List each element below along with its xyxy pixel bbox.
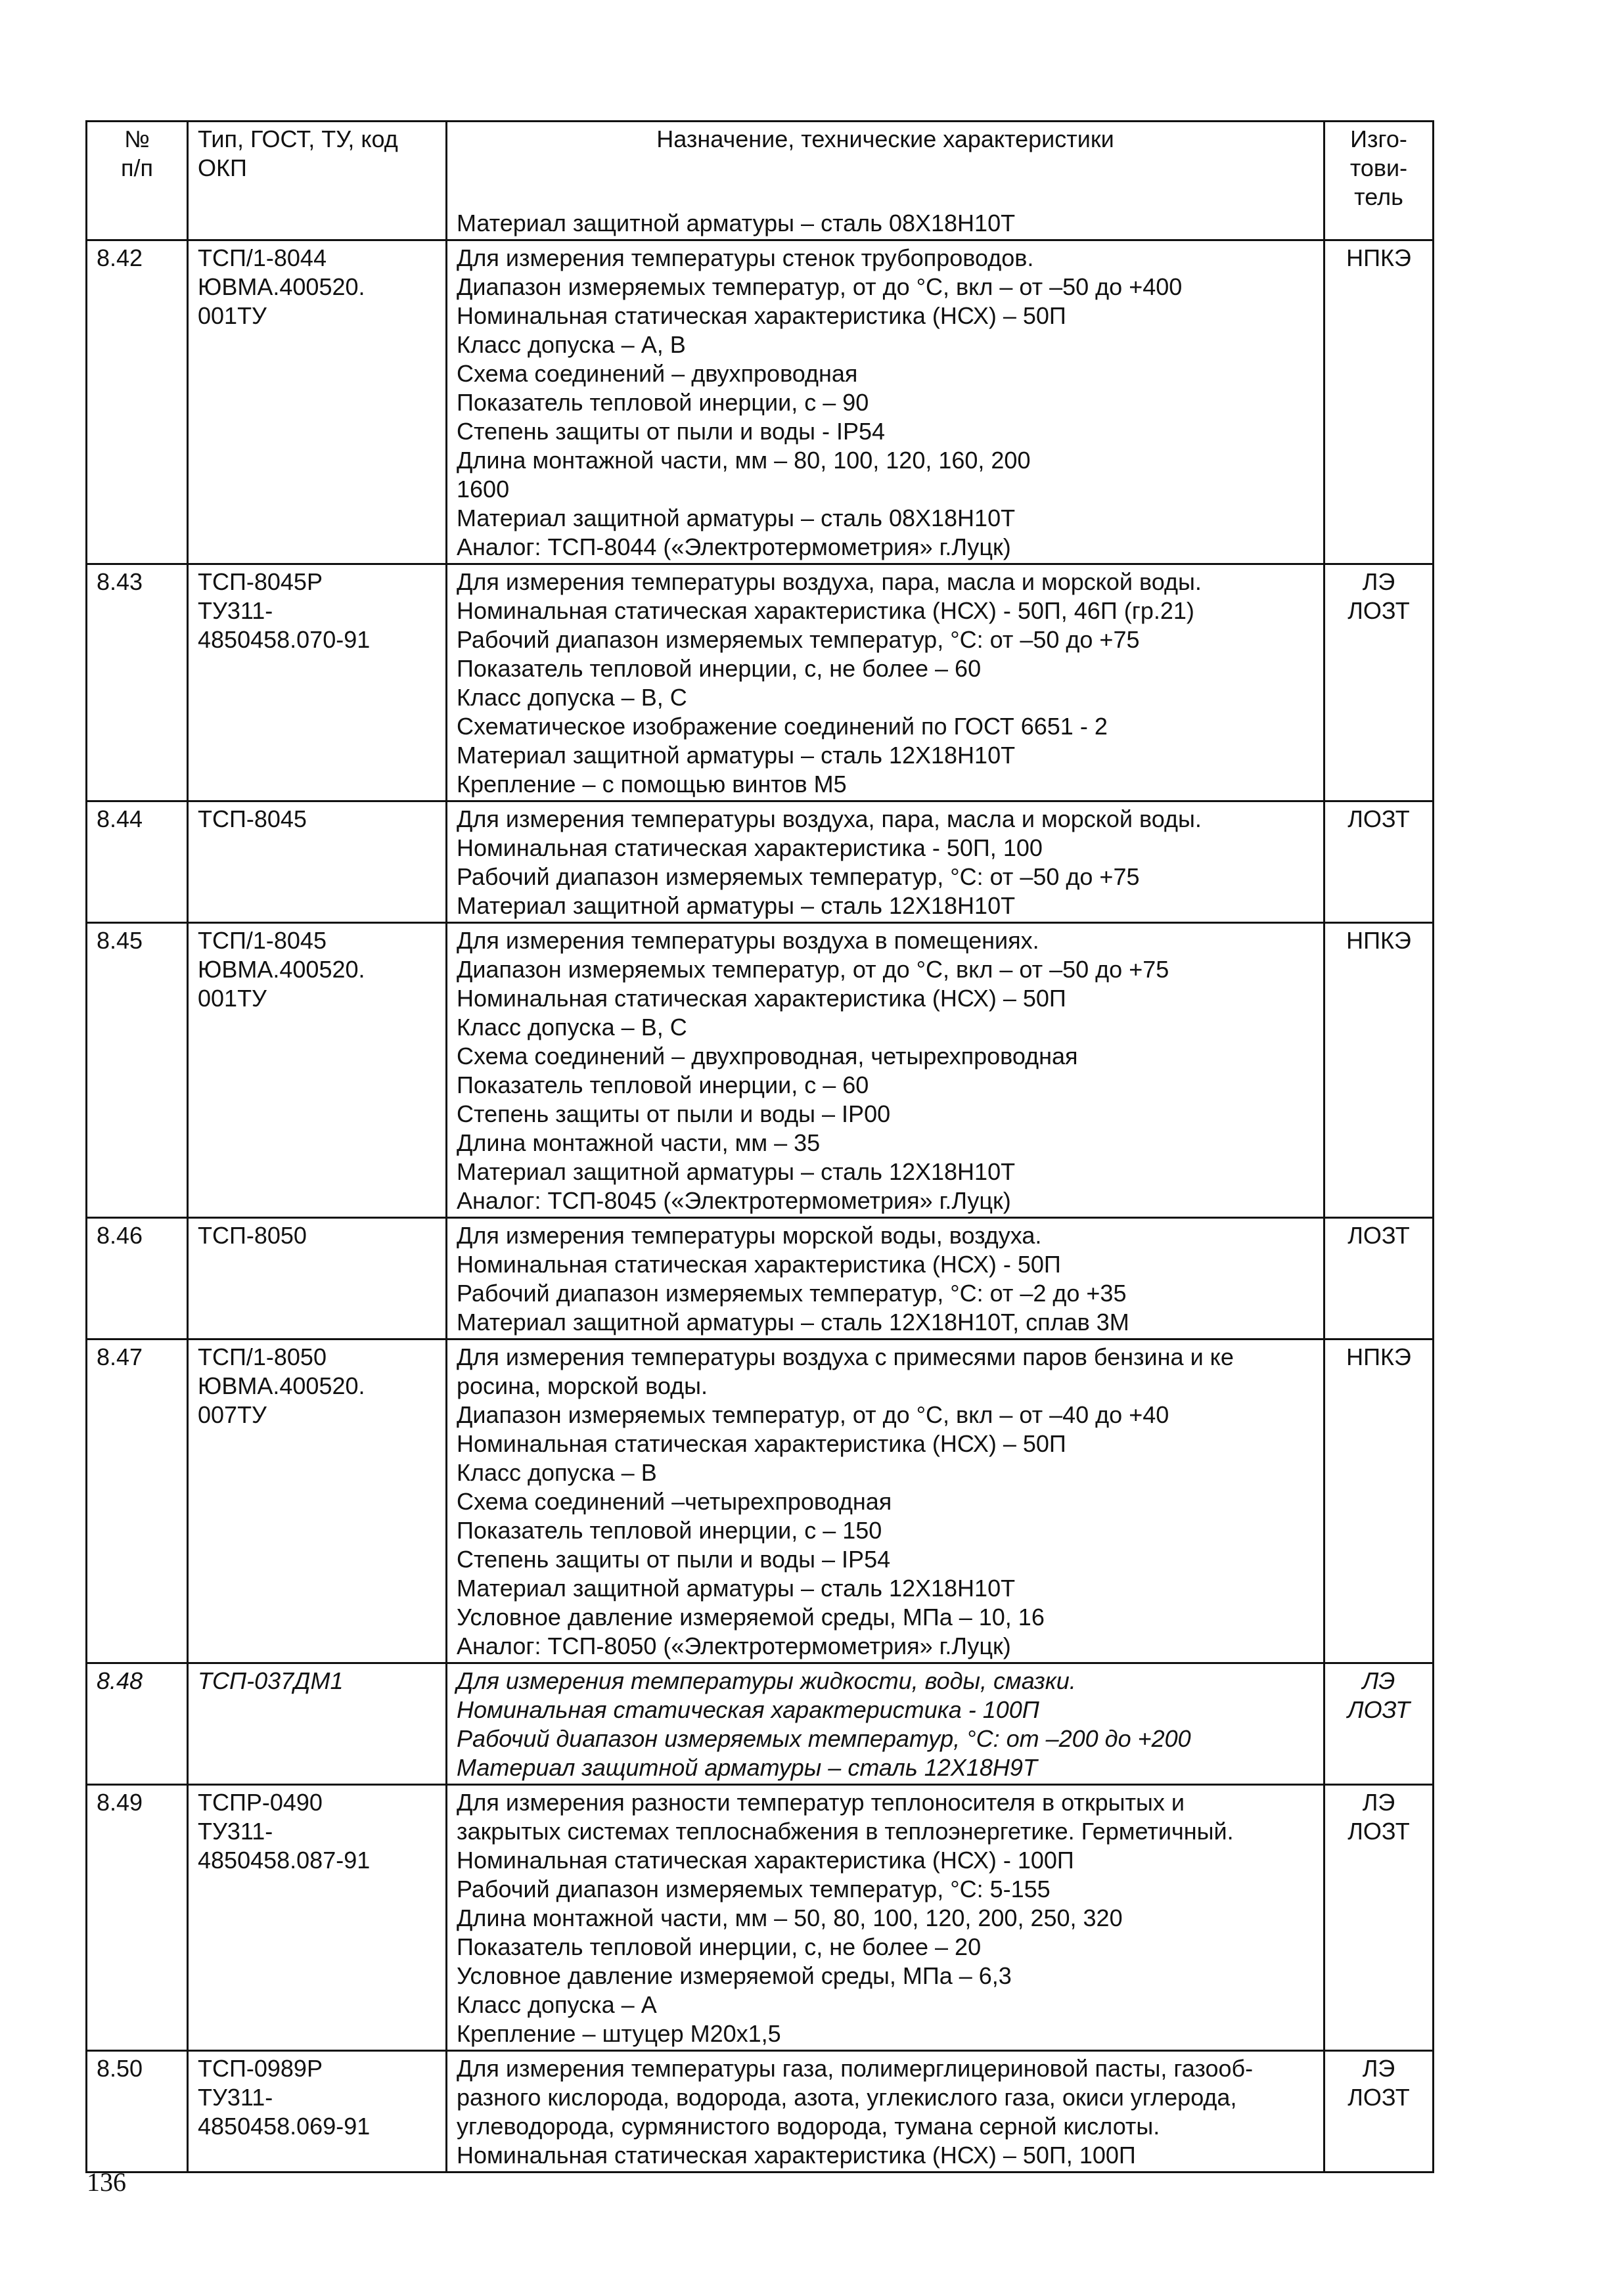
row-type	[188, 923, 447, 1218]
row-type	[188, 2051, 447, 2172]
description-line: Материал защитной арматуры – сталь 12Х18Н10Т	[457, 742, 1016, 769]
description-line: 1600	[457, 476, 510, 503]
row-number: 8.49	[87, 1785, 188, 2051]
description-line: Аналог: ТСП-8045 («Электротермометрия» г.Луцк)	[457, 1187, 1011, 1214]
header-type-line: ОКП	[198, 154, 247, 181]
description-line: Схема соединений – двухпроводная, четырехпроводная	[457, 1043, 1078, 1069]
row-description	[447, 1218, 1324, 1339]
description-line: Материал защитной арматуры – сталь 08Х18Н10Т	[457, 505, 1016, 531]
row-type	[188, 1785, 447, 2051]
description-line: Показатель тепловой инерции, с – 150	[457, 1517, 882, 1544]
description-line: Материал защитной арматуры – сталь 12Х18Н10Т	[457, 892, 1016, 919]
maker-line: ЛЭ	[1362, 2055, 1395, 2082]
description-line: Рабочий диапазон измеряемых температур, °С: от –50 до +75	[457, 863, 1140, 890]
description-line: Диапазон измеряемых температур, от до °С, вкл – от –40 до +40	[457, 1401, 1169, 1428]
header-maker-line: тель	[1354, 183, 1403, 210]
row-number: 8.48	[87, 1663, 188, 1785]
description-line: Для измерения температуры воздуха, пара, масла и морской воды.	[457, 568, 1202, 595]
description-line: Схема соединений –четырехпроводная	[457, 1488, 892, 1515]
description-line: Диапазон измеряемых температур, от до °С, вкл – от –50 до +400	[457, 273, 1183, 300]
row-maker	[1324, 1218, 1434, 1339]
table-row	[87, 1785, 1434, 2051]
description-line: Номинальная статическая характеристика (НСХ) - 50П, 46П (гр.21)	[457, 597, 1194, 624]
description-line: Рабочий диапазон измеряемых температур, °С: от –50 до +75	[457, 626, 1140, 653]
maker-line: НПКЭ	[1346, 244, 1411, 271]
row-description	[447, 1339, 1324, 1663]
row-description	[447, 2051, 1324, 2172]
description-line: Длина монтажной части, мм – 35	[457, 1129, 821, 1156]
row-number: 8.43	[87, 564, 188, 801]
row-number: 8.50	[87, 2051, 188, 2172]
description-line: Класс допуска – В, С	[457, 1014, 687, 1041]
row-description	[447, 240, 1324, 564]
description-line: Номинальная статическая характеристика (НСХ) – 50П	[457, 302, 1066, 329]
description-line: Длина монтажной части, мм – 80, 100, 120, 160, 200	[457, 447, 1031, 474]
table-row	[87, 564, 1434, 801]
row-type	[188, 1339, 447, 1663]
type-line: 001ТУ	[198, 985, 267, 1012]
header-number-line: п/п	[121, 154, 153, 181]
description-line: Класс допуска – А	[457, 1991, 657, 2018]
description-line: Номинальная статическая характеристика - 50П, 100	[457, 834, 1043, 861]
description-line: Крепление – с помощью винтов М5	[457, 771, 847, 798]
type-line: ЮВМА.400520.	[198, 1372, 365, 1399]
type-line: 4850458.087-91	[198, 1847, 371, 1874]
maker-line: ЛЭ	[1362, 1789, 1395, 1816]
description-line: Материал защитной арматуры – сталь 12Х18Н10Т	[457, 1158, 1016, 1185]
description-line: Аналог: ТСП-8044 («Электротермометрия» г.Луцк)	[457, 533, 1011, 560]
maker-line: ЛЭ	[1362, 568, 1395, 595]
description-line: Диапазон измеряемых температур, от до °С, вкл – от –50 до +75	[457, 956, 1169, 983]
type-line: ТУ311-	[198, 597, 273, 624]
description-line: Рабочий диапазон измеряемых температур, °С: от –2 до +35	[457, 1280, 1127, 1307]
table-row	[87, 923, 1434, 1218]
description-line: Условное давление измеряемой среды, МПа – 10, 16	[457, 1604, 1045, 1631]
type-line: ТСП-8045Р	[198, 568, 323, 595]
type-line: 4850458.070-91	[198, 626, 371, 653]
description-line: Схема соединений – двухпроводная	[457, 360, 858, 387]
row-description	[447, 564, 1324, 801]
description-line: Показатель тепловой инерции, с, не более – 20	[457, 1933, 982, 1960]
type-line: ТУ311-	[198, 2084, 273, 2111]
type-line: ТСП/1-8045	[198, 927, 327, 954]
description-line: закрытых системах теплоснабжения в теплоэнергетике. Герметичный.	[457, 1818, 1234, 1845]
description-line: Для измерения температуры воздуха, пара, масла и морской воды.	[457, 805, 1202, 832]
type-line: ТСП/1-8050	[198, 1343, 327, 1370]
row-number: 8.47	[87, 1339, 188, 1663]
type-line: ТУ311-	[198, 1818, 273, 1845]
row-maker	[1324, 801, 1434, 923]
description-line: Аналог: ТСП-8050 («Электротермометрия» г.Луцк)	[457, 1632, 1011, 1659]
row-maker	[1324, 923, 1434, 1218]
description-line: Для измерения температуры стенок трубопроводов.	[457, 244, 1034, 271]
header-maker-line: тови-	[1349, 154, 1408, 181]
description-line: Номинальная статическая характеристика - 100П	[457, 1696, 1039, 1723]
row-description	[447, 923, 1324, 1218]
type-line: ТСП/1-8044	[198, 244, 327, 271]
row-number: 8.44	[87, 801, 188, 923]
table-row	[87, 240, 1434, 564]
row-type	[188, 1663, 447, 1785]
description-line: Длина монтажной части, мм – 50, 80, 100, 120, 200, 250, 320	[457, 1904, 1123, 1931]
description-line: разного кислорода, водорода, азота, углекислого газа, окиси углерода,	[457, 2084, 1237, 2111]
maker-line: НПКЭ	[1346, 1343, 1411, 1370]
row-description	[447, 801, 1324, 923]
description-line: Материал защитной арматуры – сталь 12Х18Н9Т	[457, 1754, 1037, 1781]
table-row	[87, 1218, 1434, 1339]
description-line: Условное давление измеряемой среды, МПа – 6,3	[457, 1962, 1012, 1989]
description-line: Степень защиты от пыли и воды - IP54	[457, 418, 886, 445]
maker-line: ЛОЗТ	[1347, 597, 1410, 624]
description-line: Материал защитной арматуры – сталь 12Х18Н10Т	[457, 1575, 1016, 1602]
header-purpose	[447, 122, 1324, 240]
maker-line: ЛОЗТ	[1347, 1818, 1410, 1845]
type-line: ТСП-0989Р	[198, 2055, 323, 2082]
table-body	[87, 240, 1434, 2172]
header-number-line: №	[124, 125, 150, 152]
type-line: ТСП-8050	[198, 1222, 307, 1249]
description-line: Класс допуска – В, С	[457, 684, 687, 711]
page-number: 136	[87, 2167, 126, 2197]
type-line: ТСПР-0490	[198, 1789, 323, 1816]
description-line: Для измерения температуры газа, полимерглицериновой пасты, газооб-	[457, 2055, 1254, 2082]
header-number	[87, 122, 188, 240]
description-line: Номинальная статическая характеристика (НСХ) - 50П	[457, 1251, 1061, 1278]
description-line: Схематическое изображение соединений по ГОСТ 6651 - 2	[457, 713, 1108, 740]
description-line: Материал защитной арматуры – сталь 12Х18Н10Т, сплав 3М	[457, 1309, 1129, 1336]
type-line: ЮВМА.400520.	[198, 956, 365, 983]
row-number: 8.46	[87, 1218, 188, 1339]
description-line: Показатель тепловой инерции, с – 60	[457, 1071, 869, 1098]
type-line: 007ТУ	[198, 1401, 267, 1428]
table-row	[87, 1339, 1434, 1663]
description-line: Показатель тепловой инерции, с, не более – 60	[457, 655, 982, 682]
description-line: Номинальная статическая характеристика (НСХ) – 50П, 100П	[457, 2142, 1136, 2169]
row-maker	[1324, 1663, 1434, 1785]
description-line: Номинальная статическая характеристика (НСХ) – 50П	[457, 985, 1066, 1012]
header-maker-line: Изго-	[1350, 125, 1407, 152]
table-row	[87, 801, 1434, 923]
table-row	[87, 1663, 1434, 1785]
equipment-table-sheet	[85, 120, 1432, 2173]
description-line: Рабочий диапазон измеряемых температур, °С: от –200 до +200	[457, 1725, 1191, 1752]
description-line: Степень защиты от пыли и воды – IP54	[457, 1546, 891, 1573]
sensor-specs-table	[85, 120, 1434, 2173]
type-line: ТСП-037ДМ1	[198, 1667, 344, 1694]
description-line: Рабочий диапазон измеряемых температур, °С: 5-155	[457, 1876, 1051, 1902]
description-line: Для измерения температуры морской воды, воздуха.	[457, 1222, 1042, 1249]
description-line: Класс допуска – В	[457, 1459, 657, 1486]
description-line: Показатель тепловой инерции, с – 90	[457, 389, 869, 416]
description-line: росина, морской воды.	[457, 1372, 708, 1399]
type-line: ТСП-8045	[198, 805, 307, 832]
maker-line: ЛОЗТ	[1347, 1696, 1411, 1723]
row-number: 8.42	[87, 240, 188, 564]
row-maker	[1324, 564, 1434, 801]
maker-line: ЛОЗТ	[1347, 1222, 1410, 1249]
description-line: углеводорода, сурмянистого водорода, тумана серной кислоты.	[457, 2113, 1160, 2140]
row-number: 8.45	[87, 923, 188, 1218]
type-line: 4850458.069-91	[198, 2113, 371, 2140]
row-type	[188, 564, 447, 801]
description-line: Для измерения температуры воздуха в помещениях.	[457, 927, 1039, 954]
description-line: Степень защиты от пыли и воды – IP00	[457, 1100, 891, 1127]
description-line: Класс допуска – А, В	[457, 331, 686, 358]
table-row	[87, 2051, 1434, 2172]
description-line: Номинальная статическая характеристика (НСХ) – 50П	[457, 1430, 1066, 1457]
row-maker	[1324, 240, 1434, 564]
description-line: Крепление – штуцер М20х1,5	[457, 2020, 781, 2047]
row-maker	[1324, 1339, 1434, 1663]
maker-line: НПКЭ	[1346, 927, 1411, 954]
header-purpose-continuation: Материал защитной арматуры – сталь 08Х18Н10Т	[457, 210, 1016, 236]
type-line: 001ТУ	[198, 302, 267, 329]
row-type	[188, 1218, 447, 1339]
description-line: Для измерения разности температур теплоносителя в открытых и	[457, 1789, 1185, 1816]
header-type	[188, 122, 447, 240]
row-maker	[1324, 2051, 1434, 2172]
row-type	[188, 240, 447, 564]
type-line: ЮВМА.400520.	[198, 273, 365, 300]
description-line: Номинальная статическая характеристика (НСХ) - 100П	[457, 1847, 1074, 1874]
row-description	[447, 1663, 1324, 1785]
maker-line: ЛЭ	[1362, 1667, 1395, 1694]
maker-line: ЛОЗТ	[1347, 2084, 1410, 2111]
description-line: Для измерения температуры воздуха с примесями паров бензина и ке	[457, 1343, 1234, 1370]
row-maker	[1324, 1785, 1434, 2051]
table-header-row	[87, 122, 1434, 240]
header-maker	[1324, 122, 1434, 240]
header-purpose-title: Назначение, технические характеристики	[656, 125, 1114, 152]
row-type	[188, 801, 447, 923]
row-description	[447, 1785, 1324, 2051]
description-line: Для измерения температуры жидкости, воды, смазки.	[457, 1667, 1076, 1694]
header-type-line: Тип, ГОСТ, ТУ, код	[198, 125, 398, 152]
maker-line: ЛОЗТ	[1347, 805, 1410, 832]
